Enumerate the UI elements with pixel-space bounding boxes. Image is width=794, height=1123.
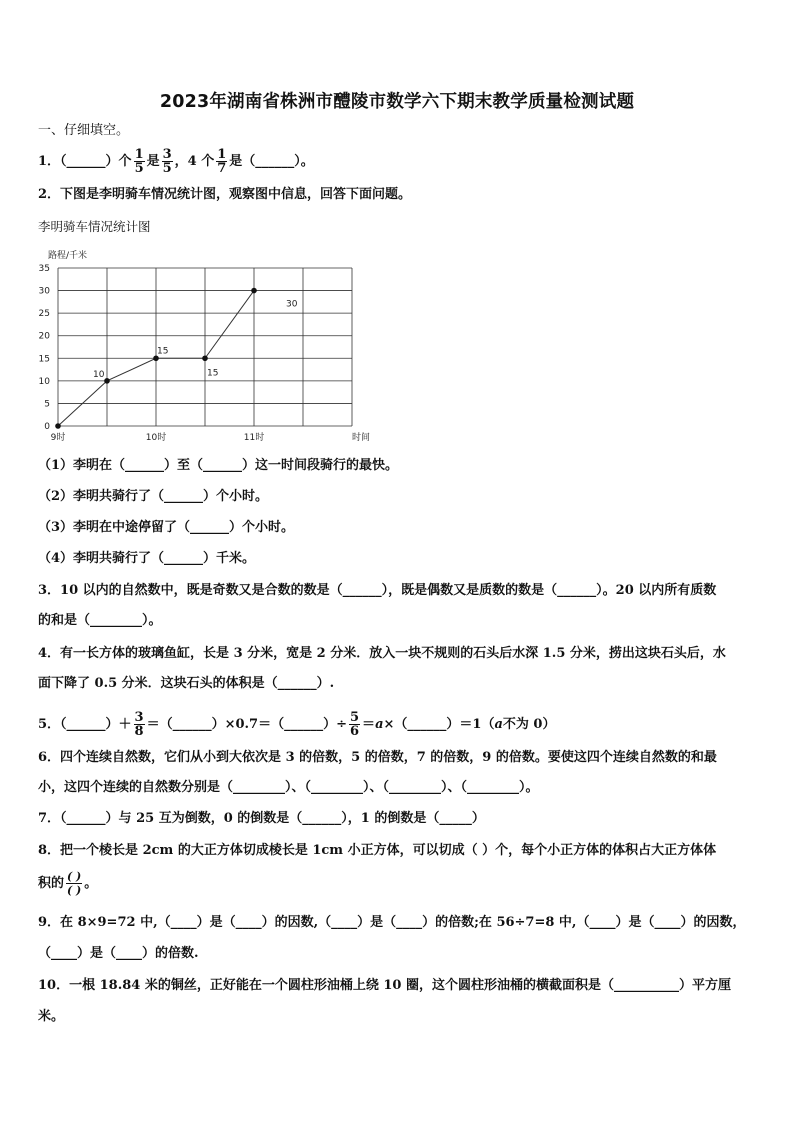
fraction-5-6: $\frac{5}{6}$ <box>350 710 360 739</box>
q2-sub-1: （1）李明在（______）至（______）这一时间段骑行的最快。 <box>38 458 399 473</box>
x-axis-ticks <box>51 431 265 443</box>
question-9-line-2: （____）是（____）的倍数. <box>38 946 199 961</box>
q5-text-c: ＝ <box>362 717 376 732</box>
y-tick-label: 5 <box>44 399 50 410</box>
y-tick-label: 10 <box>38 376 50 387</box>
q2-sub-2: （2）李明共骑行了（______）个小时。 <box>38 489 269 504</box>
chart-annotations <box>93 300 298 380</box>
x-tick-label: 10时 <box>145 433 167 443</box>
y-axis-label: 路程/千米 <box>48 251 88 261</box>
variable-a: a <box>375 717 384 732</box>
data-label: 15 <box>157 346 169 357</box>
question-4-line-2: 面下降了 0.5 分米．这块石头的体积是（______）. <box>38 676 335 691</box>
question-7: 7．（______）与 25 互为倒数，0 的倒数是（______），1 的倒数是（_____） <box>38 811 485 826</box>
data-label: 15 <box>207 368 219 379</box>
blank-fraction: $\frac{( )}{( )}$ <box>67 870 82 897</box>
y-tick-label: 25 <box>38 309 50 320</box>
question-6-line-2: 小，这四个连续的自然数分别是（________）、（________）、（________）、（________）。 <box>38 780 539 795</box>
question-2: 2．下图是李明骑车情况统计图，观察图中信息，回答下面问题。 <box>38 187 412 202</box>
q8-text-a: 积的 <box>38 876 65 891</box>
q5-text-a: 5．（______）＋ <box>38 717 132 732</box>
q8-text-b: 。 <box>84 876 98 891</box>
q5-text-b: ＝（______）×0.7＝（______）÷ <box>146 717 347 732</box>
y-axis-ticks <box>39 264 51 432</box>
y-tick-label: 30 <box>38 286 50 297</box>
question-6-line-1: 6．四个连续自然数，它们从小到大依次是 3 的倍数，5 的倍数，7 的倍数，9 的倍数。要使这四个连续自然数的和最 <box>38 750 717 765</box>
x-tick-label: 11时 <box>243 433 265 443</box>
question-10-line-1: 10．一根 18.84 米的铜丝，正好能在一个圆柱形油桶上绕 10 圈，这个圆柱形油桶的横截面积是（__________）平方厘 <box>38 978 731 993</box>
data-label: 10 <box>93 369 105 380</box>
q5-text-e: 不为 0） <box>502 717 556 732</box>
x-axis-label: 时间 <box>352 433 371 443</box>
data-point <box>104 378 110 384</box>
fraction-1-7: $\frac{1}{7}$ <box>217 147 227 176</box>
y-tick-label: 0 <box>44 422 50 432</box>
section-heading: 一、仔细填空。 <box>38 123 130 138</box>
question-10-line-2: 米。 <box>38 1009 65 1024</box>
y-tick-label: 15 <box>38 354 50 365</box>
y-tick-label: 35 <box>38 264 50 274</box>
question-3-line-1: 3．10 以内的自然数中，既是奇数又是合数的数是（______），既是偶数又是质数的数是（______）。20 以内所有质数 <box>38 583 717 598</box>
question-4-line-1: 4．有一长方体的玻璃鱼缸，长是 3 分米，宽是 2 分米．放入一块不规则的石头后水深 1.5 分米，捞出这块石头后，水 <box>38 646 726 661</box>
fraction-1-5: $\frac{1}{5}$ <box>134 147 144 176</box>
question-5 <box>38 711 555 738</box>
data-point <box>55 423 61 429</box>
question-8-line-1: 8．把一个棱长是 2cm 的大正方体切成棱长是 1cm 小正方体，可以切成（ ）个，每个小正方体的体积占大正方体体 <box>38 843 717 858</box>
question-8-line-2 <box>38 870 97 897</box>
fraction-3-5: $\frac{3}{5}$ <box>162 147 172 176</box>
q1-text-a: （______）个 <box>60 154 132 169</box>
chart-caption: 李明骑车情况统计图 <box>38 219 151 234</box>
question-1 <box>38 148 314 175</box>
data-point <box>251 288 257 294</box>
q2-sub-4: （4）李明共骑行了（______）千米。 <box>38 551 256 566</box>
y-tick-label: 20 <box>38 331 50 342</box>
x-tick-label: 9时 <box>50 433 66 443</box>
data-label: 30 <box>286 299 298 310</box>
question-number: 1． <box>38 154 61 169</box>
page-title: 2023年湖南省株洲市醴陵市数学六下期末教学质量检测试题 <box>159 92 635 112</box>
fraction-3-8: $\frac{3}{8}$ <box>134 710 144 739</box>
q5-text-d: ×（______）＝1（ <box>383 717 495 732</box>
q2-sub-3: （3）李明在中途停留了（______）个小时。 <box>38 520 295 535</box>
q1-text-b: 是 <box>146 154 160 169</box>
question-9-line-1: 9．在 8×9=72 中,（____）是（____）的因数,（____）是（____）的倍数;在 56÷7=8 中,（____）是（____）的因数， <box>38 915 746 930</box>
question-3-line-2: 的和是（________）。 <box>38 613 162 628</box>
data-point <box>202 355 208 361</box>
chart-grid <box>58 268 352 426</box>
q1-text-d: 是（______）。 <box>229 154 314 169</box>
q1-text-c: ，4 个 <box>174 154 215 169</box>
data-point <box>153 355 159 361</box>
variable-a-2: a <box>494 717 503 732</box>
line-chart <box>34 244 384 446</box>
